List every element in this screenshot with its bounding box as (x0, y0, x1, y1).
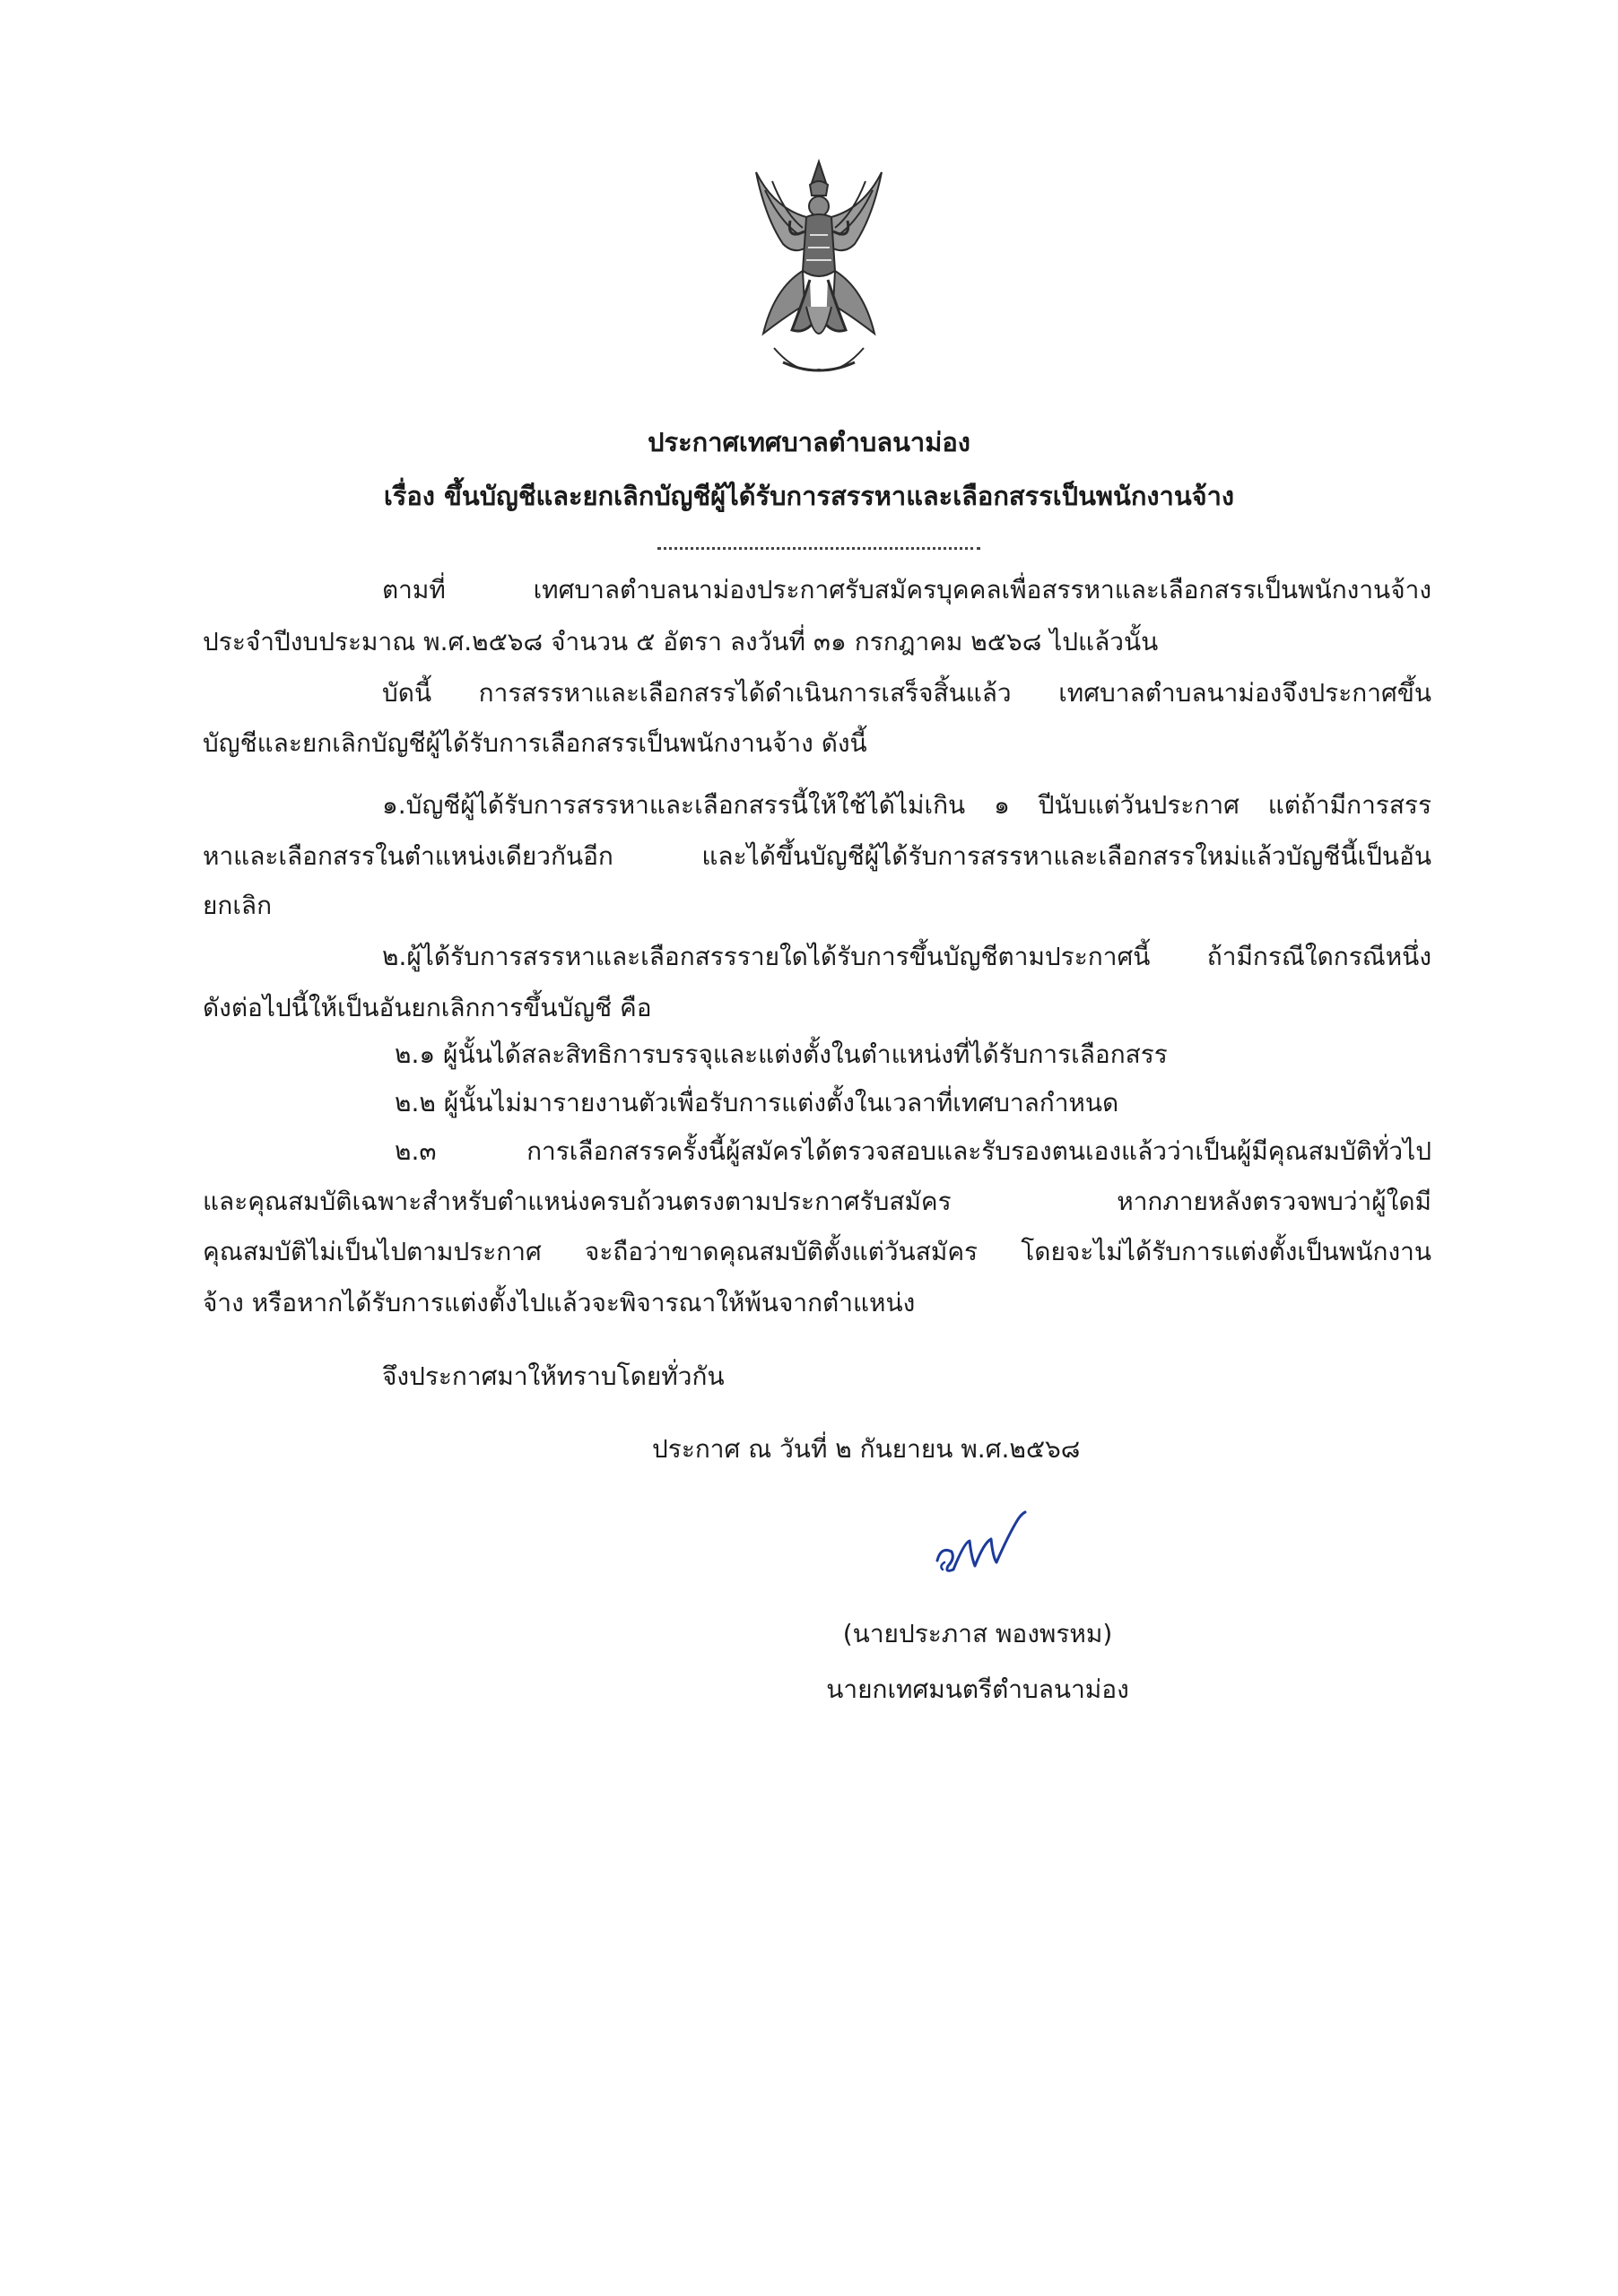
item-2-line-2: ดังต่อไปนี้ให้เป็นอันยกเลิกการขึ้นบัญชี คือ (203, 993, 652, 1022)
handwritten-signature (928, 1507, 1045, 1587)
paragraph-1-line-2: ประจำปีงบประมาณ พ.ศ.๒๕๖๘ จำนวน ๕ อัตรา ลงวันที่ ๓๑ กรกฎาคม ๒๕๖๘ ไปแล้วนั้น (203, 627, 1159, 657)
item-1-line-2: หาและเลือกสรรในตำแหน่งเดียวกันอีก และได้ขึ้นบัญชีผู้ได้รับการสรรหาและเลือกสรรใหม่แล้วบัญชีนี้เป็นอัน (203, 841, 1431, 871)
item-2-3-line-3: คุณสมบัติไม่เป็นไปตามประกาศ จะถือว่าขาดคุณสมบัติตั้งแต่วันสมัคร โดยจะไม่ได้รับการแต่งตั้งเป็นพนักงาน (203, 1237, 1431, 1266)
paragraph-2-line-1: บัดนี้ การสรรหาและเลือกสรรได้ดำเนินการเสร็จสิ้นแล้ว เทศบาลตำบลนาม่องจึงประกาศขึ้น (382, 678, 1431, 708)
item-1-line-3: ยกเลิก (203, 891, 273, 920)
item-2-1: ๒.๑ ผู้นั้นได้สละสิทธิการบรรจุและแต่งตั้งในตำแหน่งที่ได้รับการเลือกสรร (395, 1039, 1168, 1069)
item-1-line-1: ๑.บัญชีผู้ได้รับการสรรหาและเลือกสรรนี้ให้ใช้ได้ไม่เกิน ๑ ปีนับแต่วันประกาศ แต่ถ้ามีการสรร (382, 790, 1431, 820)
announcement-date: ประกาศ ณ วันที่ ๒ กันยายน พ.ศ.๒๕๖๘ (652, 1434, 1081, 1464)
signatory-position: นายกเทศมนตรีตำบลนาม่อง (826, 1674, 1129, 1704)
garuda-emblem (747, 154, 891, 387)
paragraph-2-line-2: บัญชีและยกเลิกบัญชีผู้ได้รับการเลือกสรรเป็นพนักงานจ้าง ดังนี้ (203, 728, 867, 758)
item-2-line-1: ๒.ผู้ได้รับการสรรหาและเลือกสรรรายใดได้รับการขึ้นบัญชีตามประกาศนี้ ถ้ามีกรณีใดกรณีหนึ่ง (382, 942, 1431, 971)
item-2-3-line-2: และคุณสมบัติเฉพาะสำหรับตำแหน่งครบถ้วนตรงตามประกาศรับสมัคร หากภายหลังตรวจพบว่าผู้ใดมี (203, 1187, 1431, 1216)
signatory-name: (นายประภาส พองพรหม) (842, 1619, 1113, 1648)
announcement-title: ประกาศเทศบาลตำบลนาม่อง (648, 427, 970, 457)
item-2-3-line-1: ๒.๓ การเลือกสรรครั้งนี้ผู้สมัครได้ตรวจสอบและรับรองตนเองแล้วว่าเป็นผู้มีคุณสมบัติทั่วไป (395, 1136, 1431, 1166)
item-2-3-line-4: จ้าง หรือหากได้รับการแต่งตั้งไปแล้วจะพิจารณาให้พ้นจากตำแหน่ง (203, 1288, 916, 1318)
item-2-2: ๒.๒ ผู้นั้นไม่มารายงานตัวเพื่อรับการแต่งตั้งในเวลาที่เทศบาลกำหนด (395, 1088, 1119, 1118)
closing-statement: จึงประกาศมาให้ทราบโดยทั่วกัน (382, 1361, 725, 1391)
title-divider (657, 547, 980, 550)
paragraph-1-line-1: ตามที่ เทศบาลตำบลนาม่องประกาศรับสมัครบุคคลเพื่อสรรหาและเลือกสรรเป็นพนักงานจ้าง (382, 575, 1431, 604)
announcement-subject: เรื่อง ขึ้นบัญชีและยกเลิกบัญชีผู้ได้รับการสรรหาและเลือกสรรเป็นพนักงานจ้าง (383, 481, 1235, 511)
